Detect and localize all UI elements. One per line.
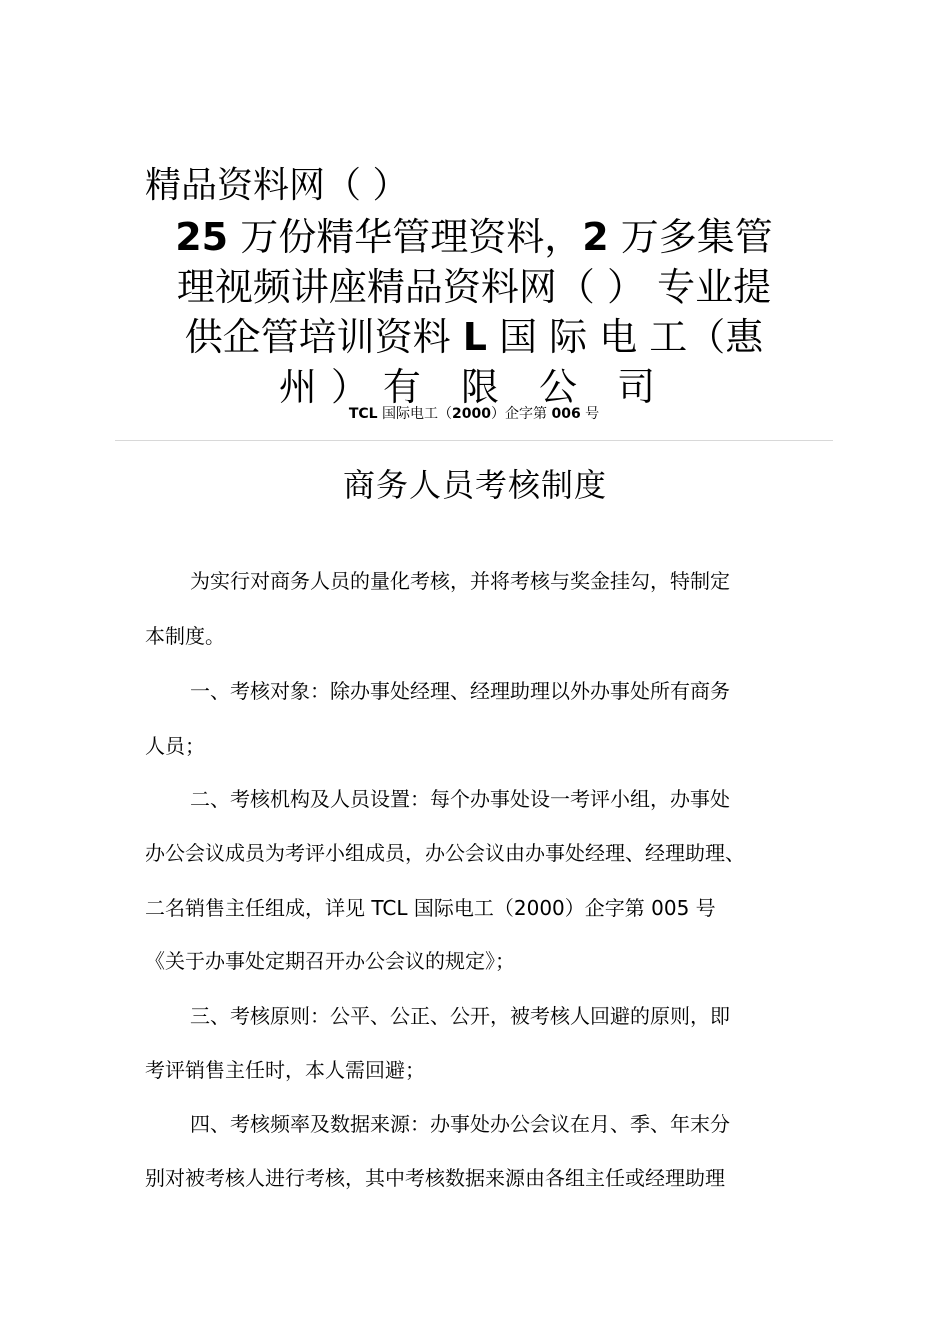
paragraph-line: 人员； xyxy=(145,734,205,758)
header-line-3: 理视频讲座精品资料网（ ） 专业提 xyxy=(176,265,772,309)
paragraph-line: 《关于办事处定期召开办公会议的规定》； xyxy=(145,949,515,973)
header-block xyxy=(150,212,798,412)
paragraph-line: 本制度。 xyxy=(145,624,225,648)
paragraph-line: 四、考核频率及数据来源：办事处办公会议在月、季、年末分 xyxy=(190,1112,730,1136)
paragraph-line: 二、考核机构及人员设置：每个办事处设一考评小组，办事处 xyxy=(190,787,730,811)
header-line-2: 25 万份精华管理资料，2 万多集管 xyxy=(175,215,773,259)
paragraph-line: 二名销售主任组成，详见 TCL 国际电工（2000）企字第 005 号 xyxy=(145,896,716,920)
document-title: 商务人员考核制度 xyxy=(342,466,607,504)
document-number: TCL 国际电工（2000）企字第 006 号 xyxy=(348,406,600,422)
paragraph-line: 三、考核原则：公平、公正、公开，被考核人回避的原则，即 xyxy=(190,1004,730,1028)
header-line-5: 州）有 限 公 司 xyxy=(278,365,670,409)
header-line-4: 供企管培训资料 L 国 际 电 工（惠 xyxy=(184,315,764,359)
paragraph-line: 办公会议成员为考评小组成员，办公会议由办事处经理、经理助理、 xyxy=(145,841,745,865)
paragraph-line: 考评销售主任时，本人需回避； xyxy=(145,1058,425,1082)
header-line-1: 精品资料网（ ） xyxy=(145,165,409,206)
paragraph-line: 为实行对商务人员的量化考核，并将考核与奖金挂勾，特制定 xyxy=(190,569,730,593)
header-divider xyxy=(115,440,833,441)
paragraph-line: 别对被考核人进行考核，其中考核数据来源由各组主任或经理助理 xyxy=(145,1166,725,1190)
paragraph-line: 一、考核对象：除办事处经理、经理助理以外办事处所有商务 xyxy=(190,679,730,703)
